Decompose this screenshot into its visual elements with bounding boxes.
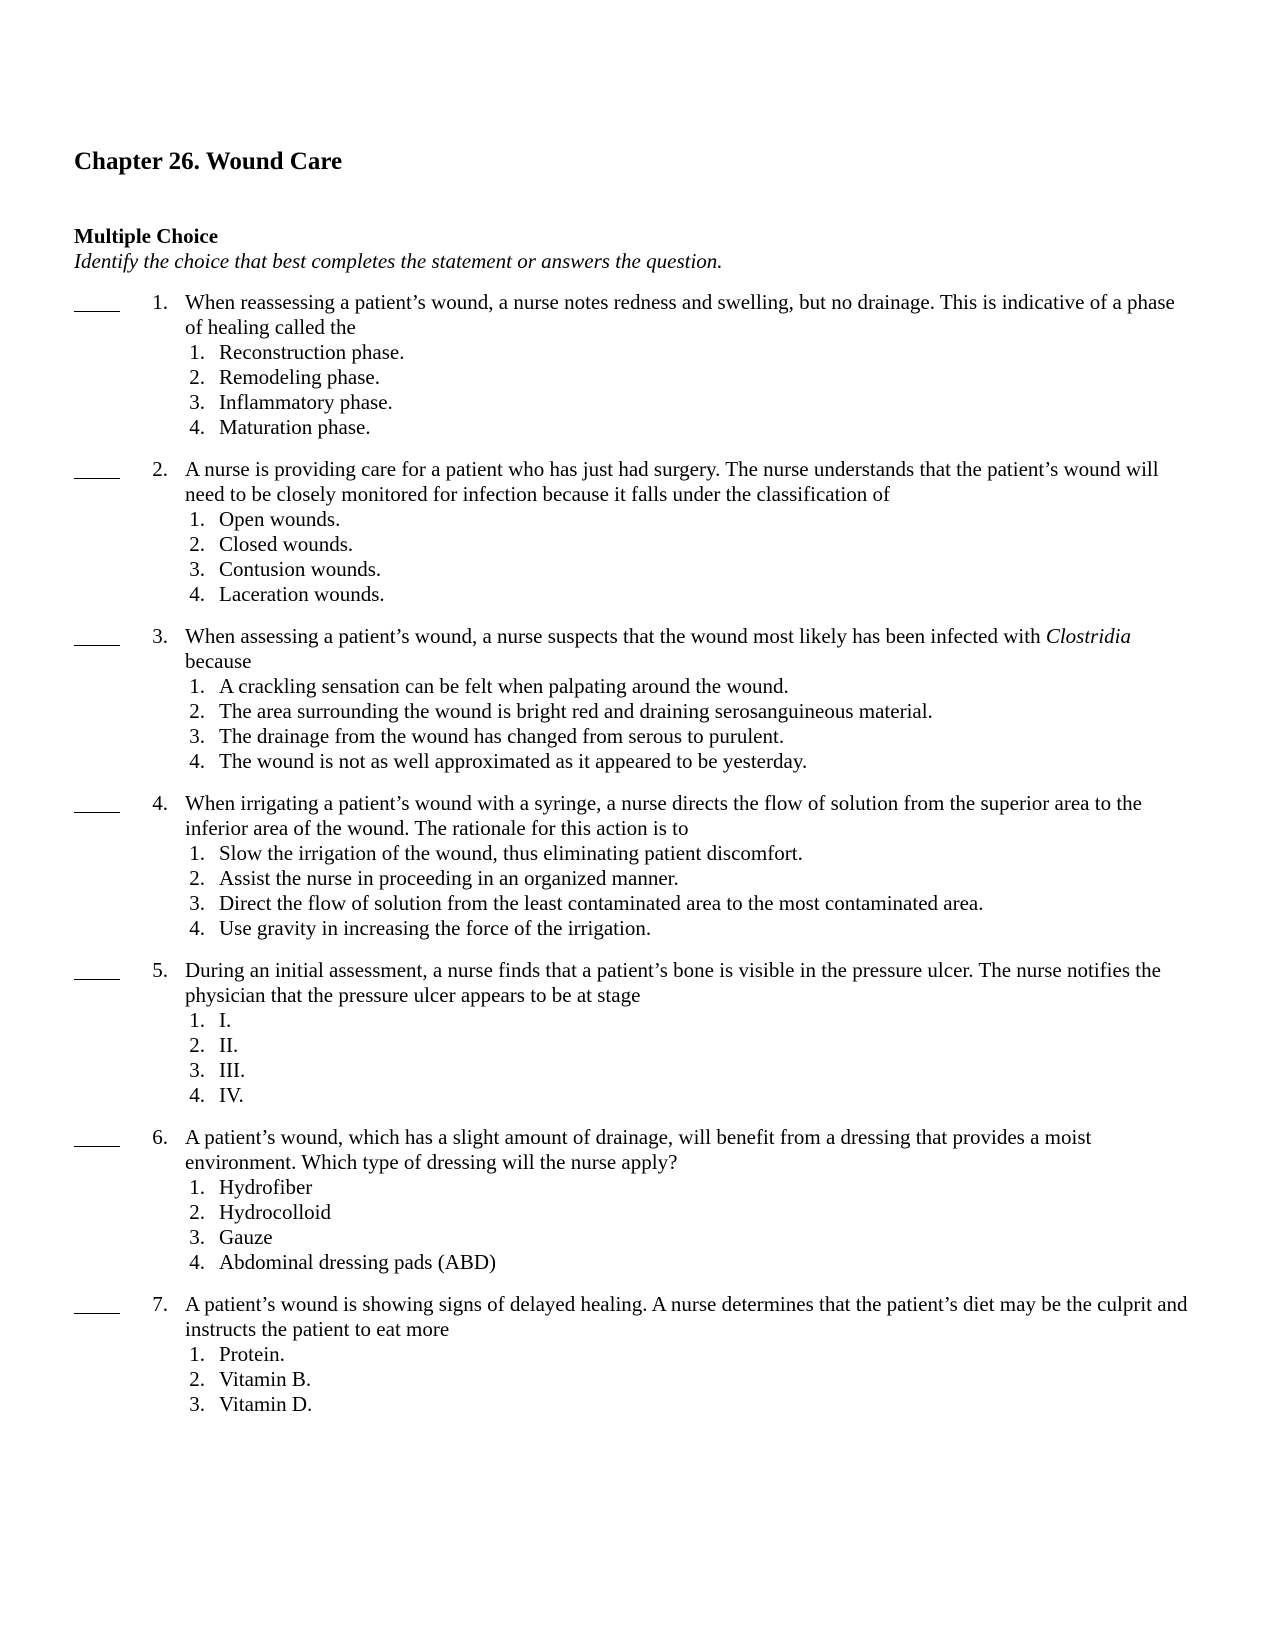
answer-option[interactable] xyxy=(185,557,1195,582)
option-text: Laceration wounds. xyxy=(219,582,385,606)
answer-blank[interactable] xyxy=(74,624,120,649)
option-text: II. xyxy=(219,1033,239,1057)
answer-option[interactable] xyxy=(185,724,1195,749)
option-text: III. xyxy=(219,1058,246,1082)
option-number: 4. xyxy=(189,1250,205,1274)
question-number: 6. xyxy=(152,1125,168,1149)
section-heading: Multiple Choice xyxy=(74,224,219,248)
answer-option[interactable] xyxy=(185,891,1195,916)
answer-option[interactable] xyxy=(185,532,1195,557)
option-number: 3. xyxy=(189,1392,205,1416)
answer-options xyxy=(185,1175,1195,1275)
option-text: Hydrofiber xyxy=(219,1175,313,1199)
option-number: 3. xyxy=(189,1058,205,1082)
answer-option[interactable] xyxy=(185,365,1195,390)
question-text: When irrigating a patient’s wound with a syringe, a nurse directs the flow of solution from the superior area to the inferior area of the wound. The rationale for this action is to xyxy=(185,791,1142,840)
answer-blank[interactable] xyxy=(74,1292,120,1317)
answer-option[interactable] xyxy=(185,916,1195,941)
option-number: 3. xyxy=(189,390,205,414)
answer-options xyxy=(185,1342,1195,1417)
question-text: A nurse is providing care for a patient who has just had surgery. The nurse understands that the patient’s wound will need to be closely monitored for infection because it falls under the classification of xyxy=(185,457,1159,506)
option-text: IV. xyxy=(219,1083,244,1107)
question-number: 4. xyxy=(152,791,168,815)
option-text: Hydrocolloid xyxy=(219,1200,331,1224)
option-number: 3. xyxy=(189,1225,205,1249)
option-text: Contusion wounds. xyxy=(219,557,382,581)
answer-option[interactable] xyxy=(185,1342,1195,1367)
answer-options xyxy=(185,340,1195,440)
answer-option[interactable] xyxy=(185,1175,1195,1200)
option-text: Use gravity in increasing the force of the irrigation. xyxy=(219,916,652,940)
option-number: 2. xyxy=(189,1200,205,1224)
question-stem xyxy=(185,624,1195,774)
answer-option[interactable] xyxy=(185,1367,1195,1392)
question-stem xyxy=(185,290,1195,440)
option-text: Slow the irrigation of the wound, thus eliminating patient discomfort. xyxy=(219,841,803,865)
option-number: 4. xyxy=(189,916,205,940)
answer-option[interactable] xyxy=(185,1033,1195,1058)
answer-blank[interactable] xyxy=(74,1125,120,1150)
question-text: During an initial assessment, a nurse finds that a patient’s bone is visible in the pressure ulcer. The nurse notifies the physician that the pressure ulcer appears to be at stage xyxy=(185,958,1161,1007)
option-text: The wound is not as well approximated as it appeared to be yesterday. xyxy=(219,749,808,773)
answer-blank[interactable] xyxy=(74,791,120,816)
question-number: 1. xyxy=(152,290,168,314)
option-text: Maturation phase. xyxy=(219,415,371,439)
option-number: 2. xyxy=(189,699,205,723)
question-text: A patient’s wound is showing signs of delayed healing. A nurse determines that the patient’s diet may be the culprit and instructs the patient to eat more xyxy=(185,1292,1188,1341)
option-number: 4. xyxy=(189,415,205,439)
option-number: 1. xyxy=(189,507,205,531)
question-text: When reassessing a patient’s wound, a nurse notes redness and swelling, but no drainage. This is indicative of a phase of healing called the xyxy=(185,290,1175,339)
option-text: Reconstruction phase. xyxy=(219,340,405,364)
option-number: 4. xyxy=(189,749,205,773)
option-number: 1. xyxy=(189,1342,205,1366)
option-text: Assist the nurse in proceeding in an organized manner. xyxy=(219,866,679,890)
answer-option[interactable] xyxy=(185,390,1195,415)
option-text: Remodeling phase. xyxy=(219,365,380,389)
option-number: 3. xyxy=(189,557,205,581)
answer-option[interactable] xyxy=(185,1008,1195,1033)
option-number: 2. xyxy=(189,1367,205,1391)
option-number: 1. xyxy=(189,674,205,698)
answer-option[interactable] xyxy=(185,699,1195,724)
answer-options xyxy=(185,1008,1195,1108)
option-number: 3. xyxy=(189,891,205,915)
option-text: Gauze xyxy=(219,1225,273,1249)
option-number: 1. xyxy=(189,340,205,364)
question-stem xyxy=(185,958,1195,1108)
option-text: Inflammatory phase. xyxy=(219,390,393,414)
question-text-part: When assessing a patient’s wound, a nurse suspects that the wound most likely has been infected with xyxy=(185,624,1046,648)
option-number: 3. xyxy=(189,724,205,748)
answer-option[interactable] xyxy=(185,1250,1195,1275)
answer-options xyxy=(185,507,1195,607)
answer-blank[interactable] xyxy=(74,290,120,315)
option-number: 1. xyxy=(189,841,205,865)
question-text-part: because xyxy=(185,649,252,673)
option-text: Vitamin D. xyxy=(219,1392,313,1416)
answer-option[interactable] xyxy=(185,1058,1195,1083)
answer-option[interactable] xyxy=(185,674,1195,699)
question-stem xyxy=(185,1125,1195,1275)
question-number: 2. xyxy=(152,457,168,481)
answer-option[interactable] xyxy=(185,1083,1195,1108)
answer-option[interactable] xyxy=(185,1225,1195,1250)
option-number: 1. xyxy=(189,1008,205,1032)
answer-option[interactable] xyxy=(185,749,1195,774)
option-text: Vitamin B. xyxy=(219,1367,312,1391)
question-text: A patient’s wound, which has a slight amount of drainage, will benefit from a dressing that provides a moist environment. Which type of dressing will the nurse apply? xyxy=(185,1125,1092,1174)
answer-option[interactable] xyxy=(185,582,1195,607)
answer-option[interactable] xyxy=(185,841,1195,866)
option-text: I. xyxy=(219,1008,232,1032)
option-text: A crackling sensation can be felt when palpating around the wound. xyxy=(219,674,789,698)
answer-option[interactable] xyxy=(185,1200,1195,1225)
answer-option[interactable] xyxy=(185,866,1195,891)
option-text: Abdominal dressing pads (ABD) xyxy=(219,1250,497,1274)
option-number: 1. xyxy=(189,1175,205,1199)
chapter-title: Chapter 26. Wound Care xyxy=(74,148,343,175)
answer-option[interactable] xyxy=(185,507,1195,532)
question-text xyxy=(185,624,1195,674)
option-number: 4. xyxy=(189,582,205,606)
option-number: 4. xyxy=(189,1083,205,1107)
option-text: Protein. xyxy=(219,1342,285,1366)
option-number: 2. xyxy=(189,1033,205,1057)
option-text: The area surrounding the wound is bright red and draining serosanguineous material. xyxy=(219,699,933,723)
organism-name: Clostridia xyxy=(1045,624,1132,648)
answer-option[interactable] xyxy=(185,340,1195,365)
section-instructions: Identify the choice that best completes the statement or answers the question. xyxy=(74,249,723,273)
option-number: 2. xyxy=(189,866,205,890)
option-text: Open wounds. xyxy=(219,507,341,531)
option-text: Direct the flow of solution from the least contaminated area to the most contaminated area. xyxy=(219,891,984,915)
answer-option[interactable] xyxy=(185,415,1195,440)
answer-options xyxy=(185,841,1195,941)
option-number: 2. xyxy=(189,532,205,556)
question-number: 5. xyxy=(152,958,168,982)
question-number: 3. xyxy=(152,624,168,648)
answer-blank[interactable] xyxy=(74,457,120,482)
question-number: 7. xyxy=(152,1292,168,1316)
option-text: Closed wounds. xyxy=(219,532,354,556)
question-stem xyxy=(185,1292,1195,1417)
option-text: The drainage from the wound has changed from serous to purulent. xyxy=(219,724,785,748)
answer-blank[interactable] xyxy=(74,958,120,983)
question-stem xyxy=(185,457,1195,607)
option-number: 2. xyxy=(189,365,205,389)
answer-option[interactable] xyxy=(185,1392,1195,1417)
answer-options xyxy=(185,674,1195,774)
question-stem xyxy=(185,791,1195,941)
